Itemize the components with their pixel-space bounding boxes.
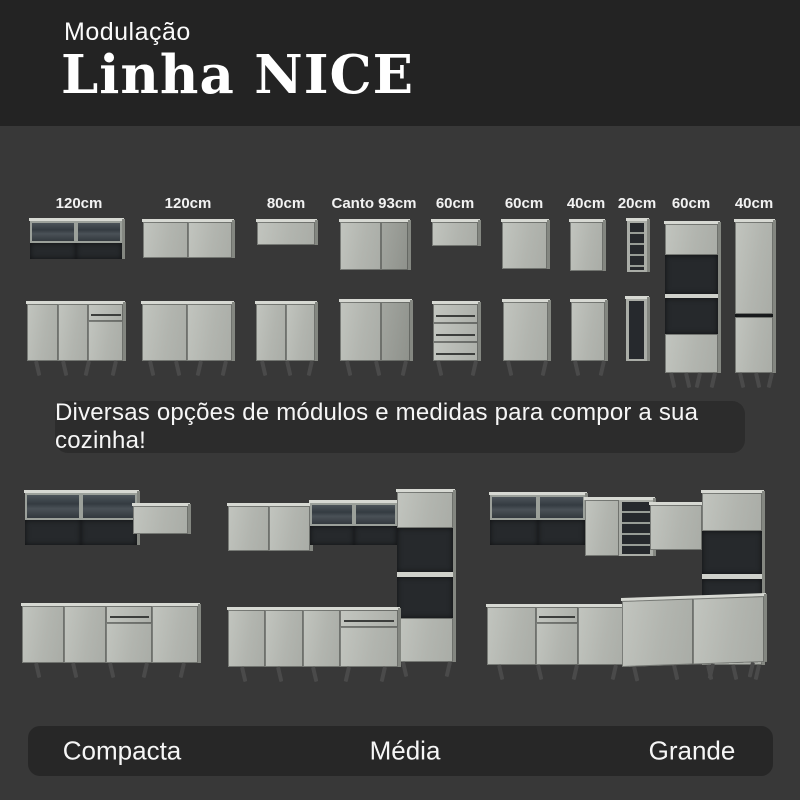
module-120-wall [143,222,232,258]
kitchen-media-tower [397,492,453,662]
size-label-8: 20cm [617,195,657,212]
module-canto-93-base [340,302,410,361]
kitchen-media-wall-glass [310,503,397,545]
size-label-6: 60cm [504,195,544,212]
kitchen-media-wall-cabinet [228,506,310,551]
kitchen-compacta-base [22,606,198,663]
module-60-tower [665,224,718,373]
module-40-wall [570,222,603,271]
module-120-glass-wall [30,221,122,259]
kitchen-compacta-wall-glass [25,493,137,545]
kitchen-grande-wall-cabinet [650,505,702,550]
header-subtitle: Modulação [64,18,191,46]
kitchen-media-base [228,610,398,667]
module-40-base [571,302,605,361]
size-label-1: 120cm [55,195,103,212]
kitchen-name-media: Média [369,735,441,766]
module-60-wall [502,222,547,269]
kitchen-name-grande: Grande [648,735,736,766]
module-40-tall [735,222,773,373]
tagline-text: Diversas opções de módulos e medidas para compor a sua cozinha! [55,399,699,454]
module-60-drawers [433,304,478,361]
module-120-base-drawer [27,304,123,361]
tagline-banner [55,401,745,453]
kitchen-grande-base-right [622,596,764,667]
module-canto-93-wall [340,222,408,270]
size-label-7: 40cm [566,195,606,212]
kitchen-grande-wall-corner [585,500,653,556]
size-label-2: 120cm [164,195,212,212]
kitchen-grande-base-left [487,607,627,665]
size-label-4: Canto 93cm [331,195,417,212]
module-80-wall [257,222,315,245]
kitchen-compacta-wall-cabinet [133,506,188,534]
kitchen-names-bar [28,726,773,776]
size-label-9: 60cm [671,195,711,212]
module-60-base [503,302,548,361]
size-label-3: 80cm [266,195,306,212]
size-label-5: 60cm [435,195,475,212]
module-20-shelf [627,221,647,272]
kitchen-grande-wall-glass [490,495,585,545]
module-80-base [256,304,315,361]
page-title: Linha NICE [61,44,415,106]
size-label-10: 40cm [734,195,774,212]
module-20-base-niche [626,299,647,361]
module-60-wall-low [432,222,478,246]
kitchen-name-compacta: Compacta [62,735,182,766]
module-120-base [142,304,232,361]
